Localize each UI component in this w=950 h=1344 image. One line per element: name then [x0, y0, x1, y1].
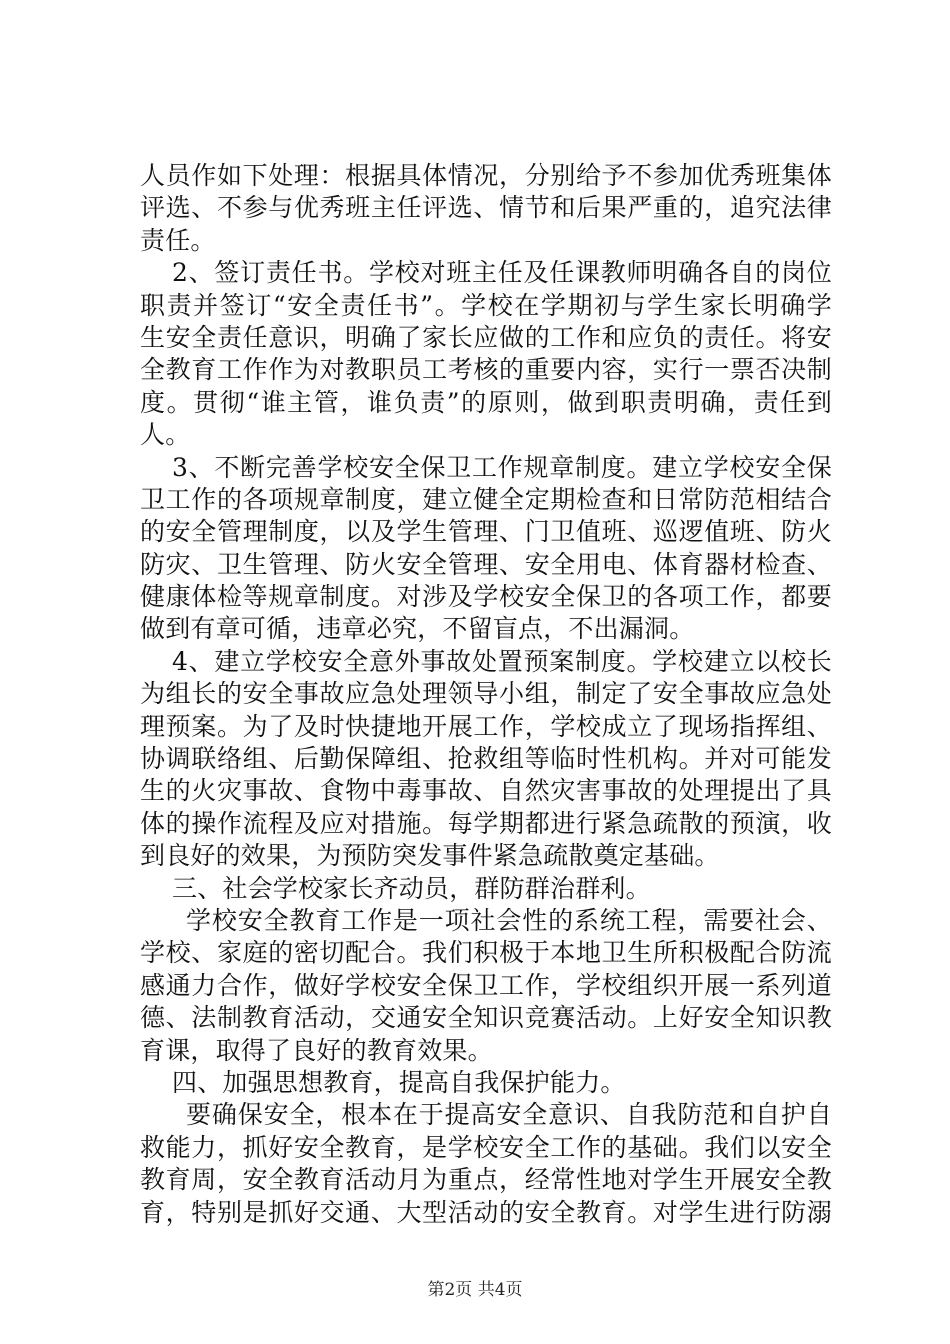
text-line: 为组长的安全事故应急处理领导小组，制定了安全事故应急处	[140, 679, 832, 709]
text-line: 健康体检等规章制度。对涉及学校安全保卫的各项工作，都要	[140, 582, 832, 612]
text-line: 全教育工作作为对教职员工考核的重要内容，实行一票否决制	[140, 355, 832, 385]
text-line: 育课，取得了良好的教育效果。	[140, 1035, 493, 1065]
text-line: 救能力，抓好安全教育，是学校安全工作的基础。我们以安全	[140, 1132, 832, 1162]
text-line: 协调联络组、后勤保障组、抢救组等临时性机构。并对可能发	[140, 744, 832, 774]
text-line: 的安全管理制度，以及学生管理、门卫值班、巡逻值班、防火	[140, 517, 832, 547]
text-line: 生的火灾事故、食物中毒事故、自然灾害事故的处理提出了具	[140, 776, 832, 806]
text-line: 人员作如下处理：根据具体情况，分别给予不参加优秀班集体	[140, 161, 832, 190]
text-line: 德、法制教育活动，交通安全知识竞赛活动。上好安全知识教	[140, 1003, 832, 1033]
text-line: 到良好的效果，为预防突发事件紧急疏散奠定基础。	[140, 841, 720, 871]
text-line: 体的操作流程及应对措施。每学期都进行紧急疏散的预演，收	[140, 808, 832, 838]
text-line: 生安全责任意识，明确了家长应做的工作和应负的责任。将安	[140, 322, 832, 352]
text-line: 2、签订责任书。学校对班主任及任课教师明确各自的岗位	[172, 258, 832, 288]
text-line: 职责并签订“安全责任书”。学校在学期初与学生家长明确学	[140, 290, 832, 320]
text-line: 感通力合作，做好学校安全保卫工作，学校组织开展一系列道	[140, 970, 832, 1000]
text-line: 4、建立学校安全意外事故处置预案制度。学校建立以校长	[172, 646, 832, 676]
text-line: 理预案。为了及时快捷地开展工作，学校成立了现场指挥组、	[140, 711, 832, 741]
page-footer	[0, 1275, 950, 1300]
text-line: 防灾、卫生管理、防火安全管理、安全用电、体育器材检查、	[140, 549, 832, 579]
text-line: 做到有章可循，违章必究，不留盲点，不出漏洞。	[140, 614, 695, 644]
text-line: 责任。	[140, 225, 216, 255]
text-line: 学校、家庭的密切配合。我们积极于本地卫生所积极配合防流	[140, 938, 832, 968]
section-heading: 三、社会学校家长齐动员，群防群治群利。	[172, 873, 651, 903]
text-line: 育，特别是抓好交通、大型活动的安全教育。对学生进行防溺	[140, 1197, 832, 1227]
document-body	[140, 160, 832, 1229]
text-line: 度。贯彻“谁主管，谁负责”的原则，做到职责明确，责任到	[140, 387, 832, 417]
text-line: 3、不断完善学校安全保卫工作规章制度。建立学校安全保	[172, 452, 832, 482]
page-number-label: 第2页 共4页	[427, 1280, 523, 1300]
text-line: 卫工作的各项规章制度，建立健全定期检查和日常防范相结合	[140, 484, 832, 514]
text-line: 人。	[140, 420, 191, 450]
text-line: 评选、不参与优秀班主任评选、情节和后果严重的，追究法律	[140, 193, 832, 223]
text-line: 学校安全教育工作是一项社会性的系统工程，需要社会、	[186, 905, 832, 935]
text-line: 要确保安全，根本在于提高安全意识、自我防范和自护自	[186, 1100, 832, 1130]
text-line: 教育周，安全教育活动月为重点，经常性地对学生开展安全教	[140, 1165, 832, 1195]
section-heading: 四、加强思想教育，提高自我保护能力。	[172, 1067, 626, 1097]
